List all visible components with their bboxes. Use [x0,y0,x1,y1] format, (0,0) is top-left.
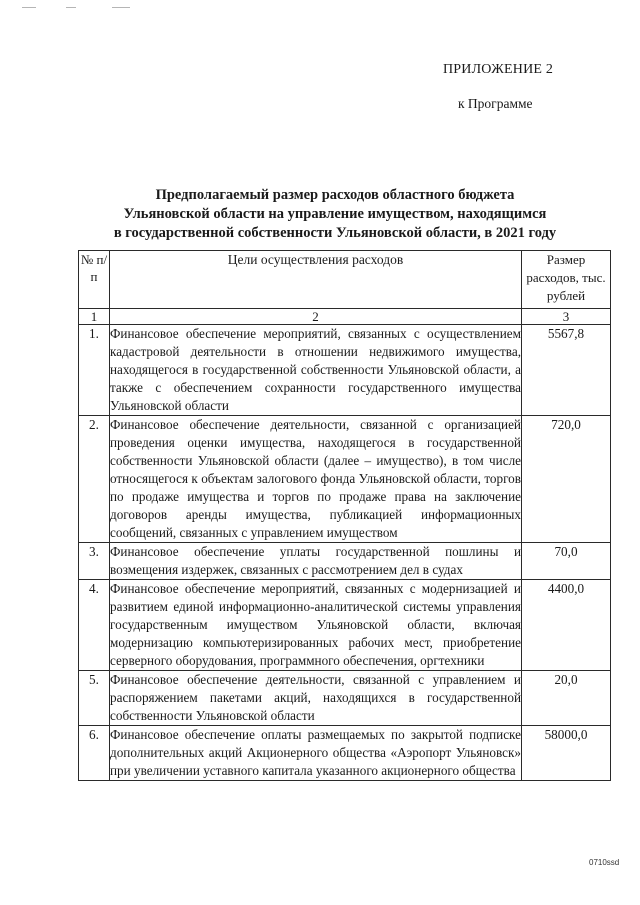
header-amount: Размер расходов, тыс. рублей [522,251,611,309]
column-number: 2 [110,309,522,325]
document-code: 0710ssd [589,858,620,867]
header-number: № п/п [79,251,110,309]
table-row [79,325,611,416]
table-row [79,580,611,671]
row-number: 5. [79,671,110,726]
row-goal: Финансовое обеспечение оплаты размещаемых по закрытой подписке дополнительных акций Акционерного общества «Аэропорт Ульяновск» при увеличении уставного капитала указанного акционерного общества [110,726,522,781]
program-reference: к Программе [458,96,533,111]
row-amount: 58000,0 [522,726,611,781]
row-amount: 20,0 [522,671,611,726]
row-goal: Финансовое обеспечение деятельности, связанной с управлением и распоряжением пакетами акций, находящихся в государственной собственности Ульяновской области [110,671,522,726]
title-line-1: Предполагаемый размер расходов областного бюджета [155,187,515,203]
column-number: 1 [79,309,110,325]
header-goal: Цели осуществления расходов [110,251,522,309]
row-amount: 5567,8 [522,325,611,416]
document-title [60,186,610,243]
table-row [79,416,611,543]
row-number: 1. [79,325,110,416]
row-number: 4. [79,580,110,671]
row-goal: Финансовое обеспечение деятельности, связанной с организацией проведения оценки имущества, находящегося в государственной собственности Ульяновской области (далее – имущество), в том числе относящегося к объектам залогового фонда Ульяновской области, торгов по продаже имущества и торгов по продаже права на заключение договоров аренды имущества, публикацией информационных сообщений, связанных с управлением имуществом [110,416,522,543]
row-number: 6. [79,726,110,781]
column-number-row [79,309,611,325]
row-number: 3. [79,543,110,580]
table-row [79,543,611,580]
row-goal: Финансовое обеспечение мероприятий, связанных с модернизацией и развитием единой информационно-аналитической системы управления государственным имуществом Ульяновской области, включая модернизацию компьютеризированных рабочих мест, приобретение серверного оборудования, программного обеспечения, оргтехники [110,580,522,671]
title-line-2: Ульяновской области на управление имуществом, находящимся [123,206,547,222]
row-amount: 4400,0 [522,580,611,671]
row-amount: 720,0 [522,416,611,543]
table-row [79,726,611,781]
table-row [79,671,611,726]
row-goal: Финансовое обеспечение уплаты государственной пошлины и возмещения издержек, связанных с рассмотрением дел в судах [110,543,522,580]
scan-artifact [22,7,36,8]
table-header-row [79,251,611,309]
title-line-3: в государственной собственности Ульяновской области, в 2021 году [113,225,557,241]
row-goal: Финансовое обеспечение мероприятий, связанных с осуществлением кадастровой деятельности в отношении недвижимого имущества, находящегося в государственной собственности Ульяновской области, а также с обеспечением сохранности государственного имущества Ульяновской области [110,325,522,416]
row-number: 2. [79,416,110,543]
column-number: 3 [522,309,611,325]
annex-label: ПРИЛОЖЕНИЕ 2 [443,62,554,77]
scan-artifact [112,7,130,8]
row-amount: 70,0 [522,543,611,580]
scan-artifact [66,7,76,8]
expenses-table [78,250,611,781]
